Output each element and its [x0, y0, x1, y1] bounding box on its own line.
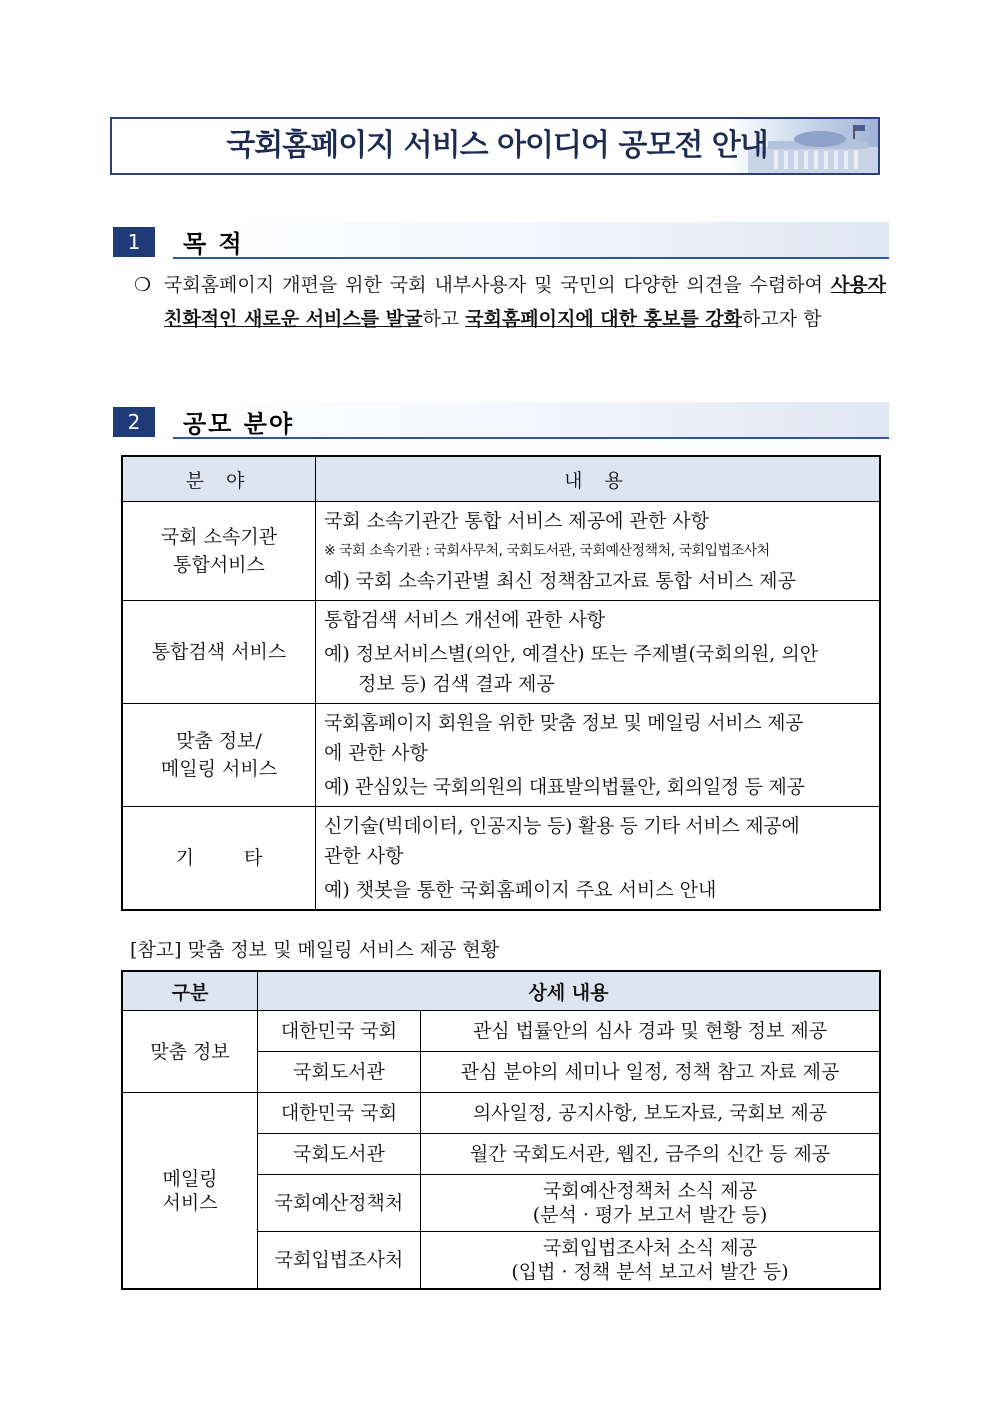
org-cell: 국회도서관	[258, 1052, 421, 1093]
detail-line: 국회예산정책처 소식 제공	[543, 1180, 757, 1202]
description-example-cont: 정보 등) 검색 결과 제공	[358, 673, 555, 695]
page-title: 국회홈페이지 서비스 아이디어 공모전 안내	[226, 128, 768, 163]
header-field: 분 야	[122, 456, 316, 502]
table-row	[122, 807, 880, 911]
description-line-cont: 관한 사항	[324, 845, 404, 867]
category-line: 국회 소속기관	[160, 526, 278, 548]
purpose-text-a: 국회홈페이지 개편을 위한 국회 내부사용자 및 국민의 다양한 의견을 수렴하여	[164, 274, 831, 296]
fields-table	[121, 455, 881, 911]
description-line-cont: 에 관한 사항	[324, 742, 428, 764]
field-category	[122, 601, 316, 704]
section-1-number: 1	[113, 227, 155, 257]
category-line: 통합서비스	[173, 554, 265, 576]
description-line: 국회 소속기관간 통합 서비스 제공에 관한 사항	[324, 510, 709, 532]
purpose-underline-2: 국회홈페이지에 대한 홍보를 강화	[465, 308, 743, 330]
header-category: 구분	[122, 971, 258, 1011]
category-line: 기 타	[175, 847, 285, 869]
description-line: 신기술(빅데이터, 인공지능 등) 활용 등 기타 서비스 제공에	[324, 815, 800, 837]
detail-cell: 관심 분야의 세미나 일정, 정책 참고 자료 제공	[421, 1052, 881, 1093]
table-row	[122, 704, 880, 807]
description-example: 예) 관심있는 국회의원의 대표발의법률안, 회의일정 등 제공	[324, 776, 805, 798]
category-line: 맞춤 정보/	[176, 730, 262, 752]
org-cell: 대한민국 국회	[258, 1093, 421, 1134]
purpose-paragraph	[134, 268, 886, 336]
section-1-title: 목 적	[183, 230, 244, 258]
group-custom-info: 맞춤 정보	[122, 1011, 258, 1093]
org-cell: 대한민국 국회	[258, 1011, 421, 1052]
section-1-bar	[173, 222, 889, 259]
description-line: 국회홈페이지 회원을 위한 맞춤 정보 및 메일링 서비스 제공	[324, 712, 804, 734]
title-box	[110, 117, 880, 175]
group-mailing	[122, 1093, 258, 1290]
field-category	[122, 807, 316, 911]
header-content: 내 용	[316, 456, 881, 502]
field-category	[122, 704, 316, 807]
purpose-underline-1: 사용자 친화적인 새로운 서비스를 발굴	[164, 274, 886, 330]
detail-cell: 관심 법률안의 심사 경과 및 현황 정보 제공	[421, 1011, 881, 1052]
table-row	[122, 502, 880, 601]
detail-line: 국회입법조사처 소식 제공	[543, 1237, 757, 1259]
description-example: 예) 정보서비스별(의안, 예결산) 또는 주제별(국회의원, 의안	[324, 643, 819, 665]
detail-cell	[421, 1232, 881, 1290]
detail-cell: 월간 국회도서관, 웹진, 금주의 신간 등 제공	[421, 1134, 881, 1175]
detail-cell: 의사일정, 공지사항, 보도자료, 국회보 제공	[421, 1093, 881, 1134]
table-row	[122, 1093, 880, 1134]
field-description	[316, 601, 881, 704]
detail-line: (입법 · 정책 분석 보고서 발간 등)	[511, 1261, 789, 1283]
section-1-header	[113, 222, 889, 258]
section-2-number: 2	[113, 407, 155, 437]
header-detail: 상세 내용	[258, 971, 881, 1011]
table-row	[122, 1011, 880, 1052]
section-2-header	[113, 402, 889, 438]
category-line: 메일링 서비스	[160, 758, 278, 780]
reference-caption: [참고] 맞춤 정보 및 메일링 서비스 제공 현황	[130, 939, 500, 961]
reference-table	[121, 970, 881, 1290]
reference-header-row	[122, 971, 880, 1011]
field-description	[316, 502, 881, 601]
org-cell: 국회예산정책처	[258, 1175, 421, 1232]
table-header-row	[122, 456, 880, 502]
org-cell: 국회도서관	[258, 1134, 421, 1175]
description-example: 예) 국회 소속기관별 최신 정책참고자료 통합 서비스 제공	[324, 570, 796, 592]
bullet-icon: ❍	[134, 274, 152, 296]
purpose-text-c: 하고자 함	[742, 308, 822, 330]
description-note: ※ 국회 소속기관 : 국회사무처, 국회도서관, 국회예산정책처, 국회입법조사처	[324, 543, 770, 559]
section-2-title: 공모 분야	[183, 410, 295, 438]
field-description	[316, 704, 881, 807]
field-description	[316, 807, 881, 911]
field-category	[122, 502, 316, 601]
table-row	[122, 601, 880, 704]
category-line: 통합검색 서비스	[151, 641, 287, 663]
group-line: 메일링	[162, 1167, 218, 1190]
detail-cell	[421, 1175, 881, 1232]
org-cell: 국회입법조사처	[258, 1232, 421, 1290]
purpose-text-b: 하고	[422, 308, 466, 330]
detail-line: (분석 · 평가 보고서 발간 등)	[532, 1204, 768, 1226]
description-line: 통합검색 서비스 개선에 관한 사항	[324, 609, 606, 631]
description-example: 예) 챗봇을 통한 국회홈페이지 주요 서비스 안내	[324, 879, 717, 901]
group-line: 서비스	[162, 1191, 218, 1214]
